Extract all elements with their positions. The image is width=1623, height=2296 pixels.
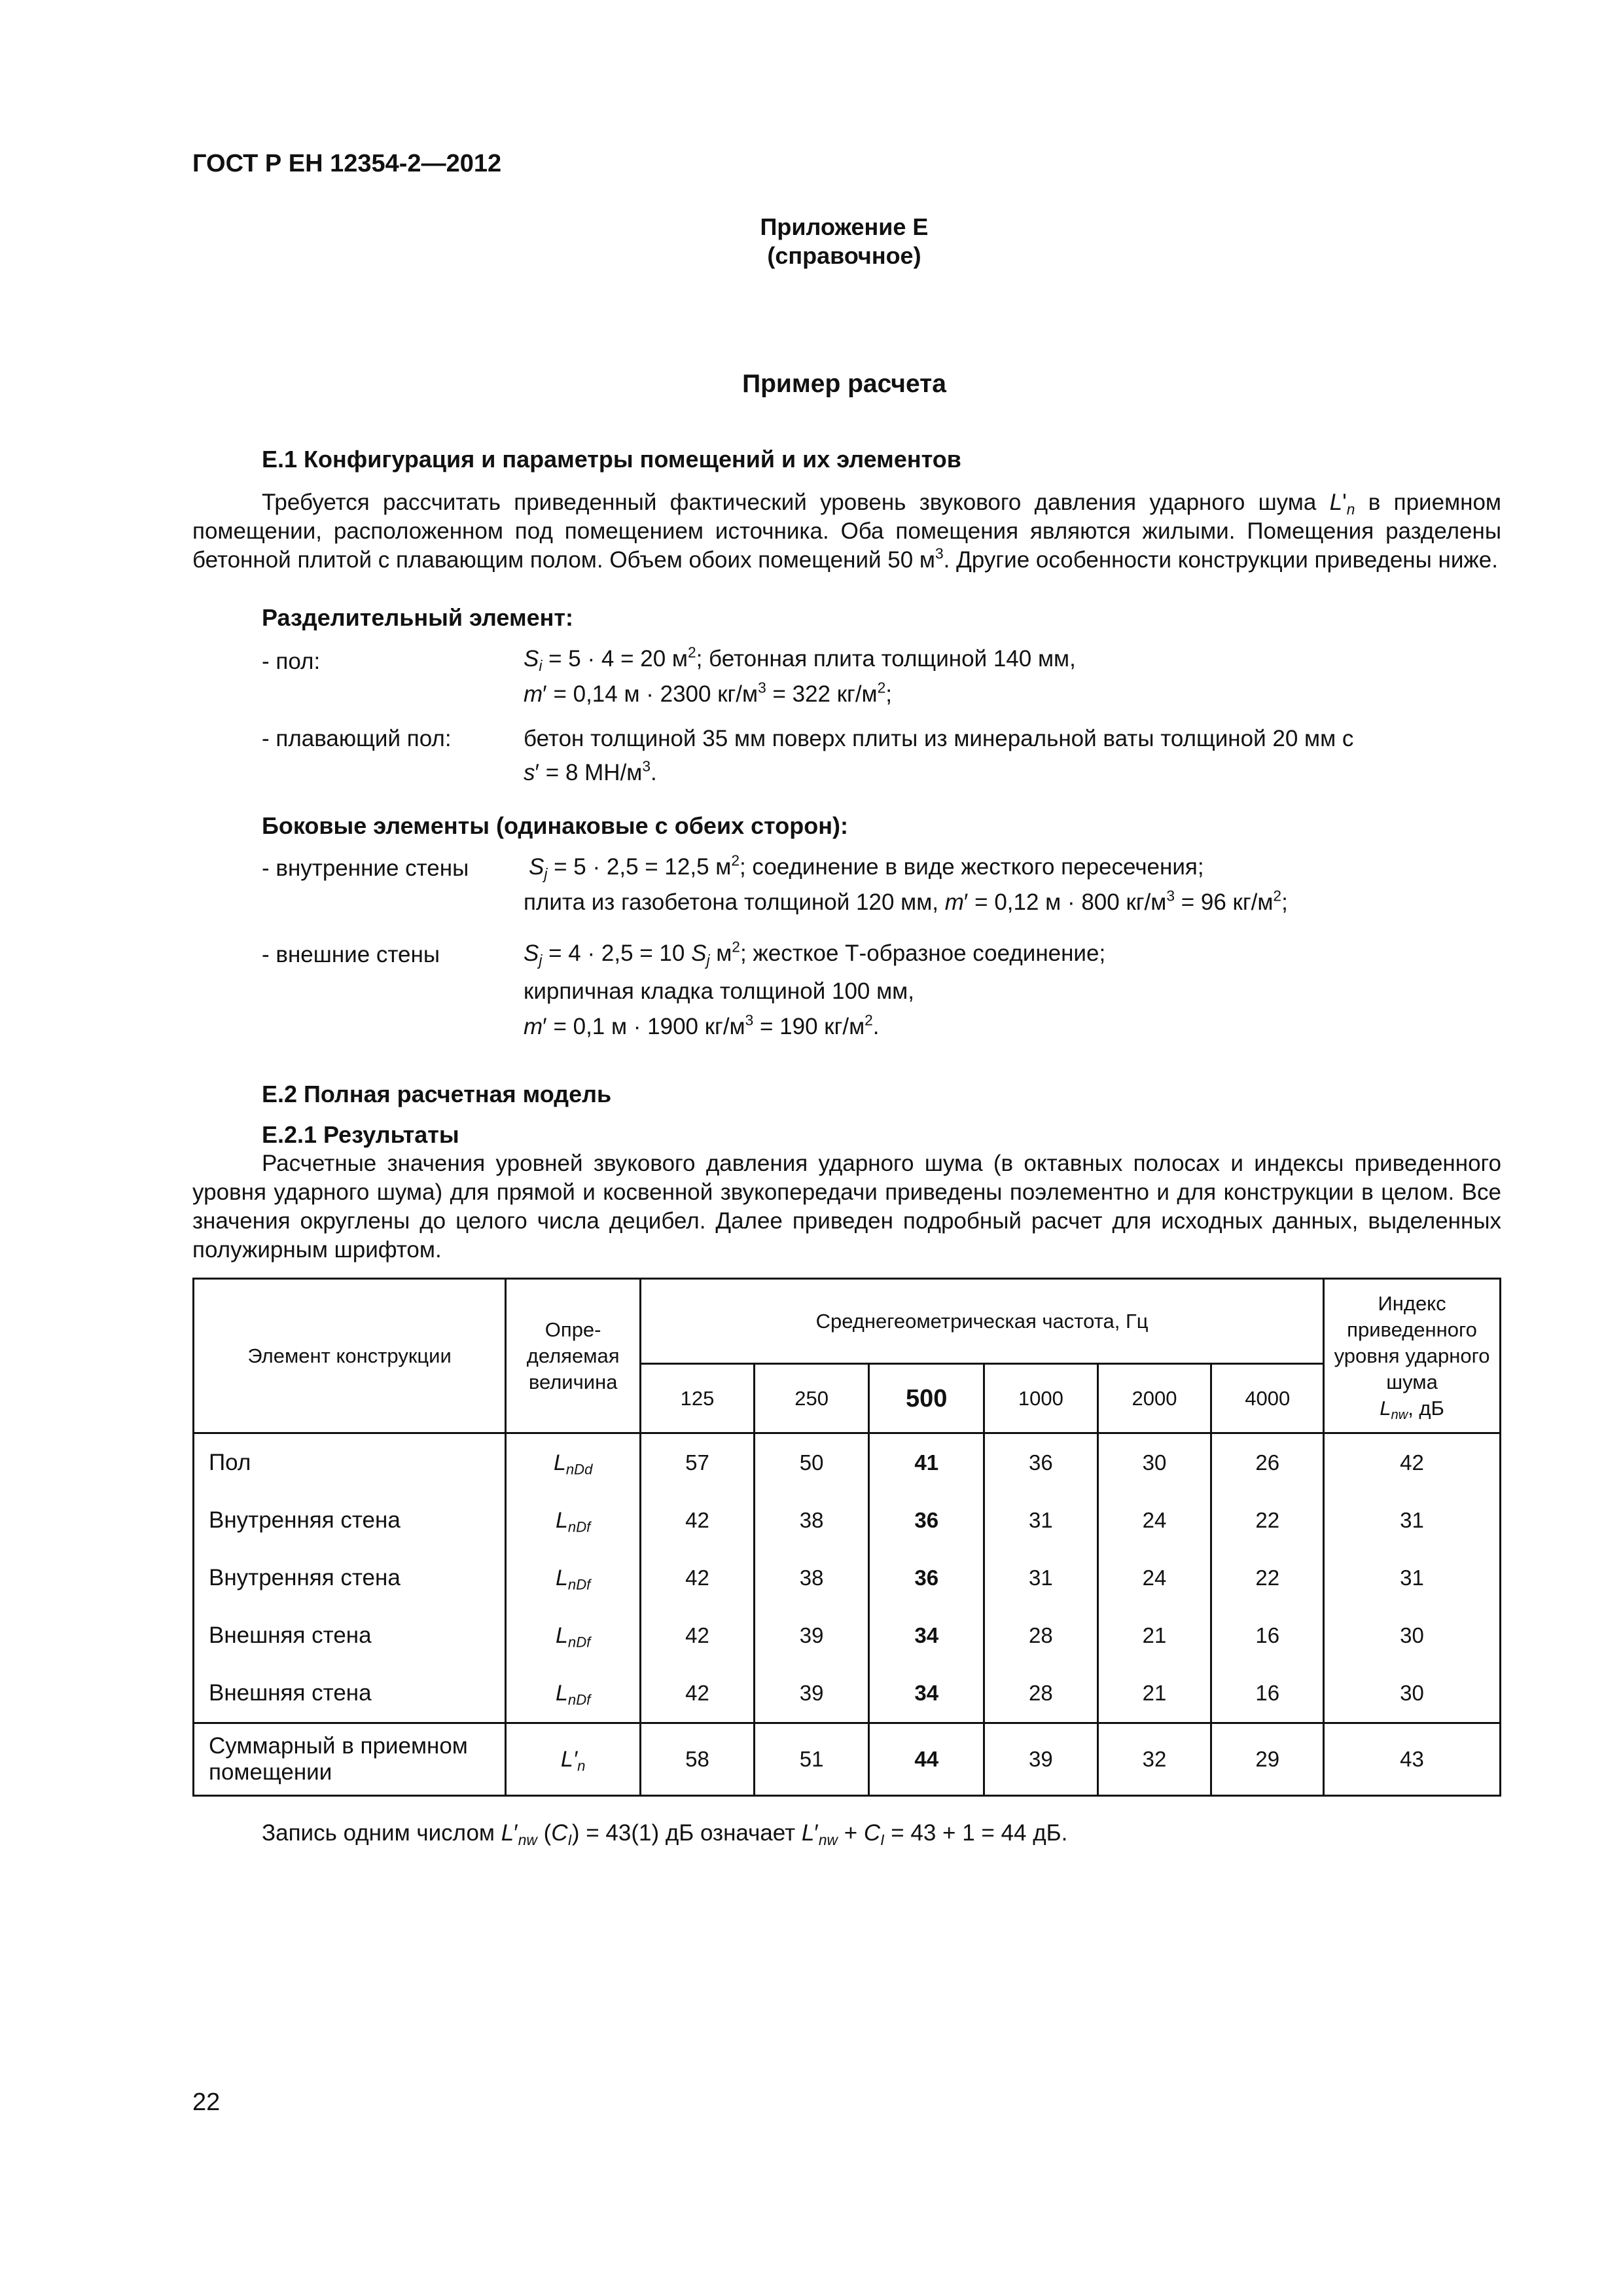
total-value: 39 — [984, 1723, 1098, 1796]
row-value: 21 — [1097, 1664, 1211, 1723]
floating-floor-line-2: s′ = 8 $МН/м^3$. — [524, 757, 657, 785]
row-value: 26 — [1211, 1433, 1324, 1492]
row-value: 38 — [754, 1492, 869, 1549]
row-index: 30 — [1324, 1607, 1501, 1664]
header-index: Индекс приведенного уровня ударного шума $L_{nw}$, дБ — [1324, 1279, 1501, 1433]
floating-floor-label: - плавающий пол: — [262, 726, 452, 751]
e1-heading: Е.1 Конфигурация и параметры помещений и их элементов — [262, 446, 961, 473]
row-quantity: $L_{nDf}$ — [506, 1664, 641, 1723]
total-element: Суммарный в приемном помещении — [194, 1723, 506, 1796]
table-row — [194, 1492, 1501, 1549]
freq-2000: 2000 — [1097, 1364, 1211, 1433]
inner-walls-label: - внутренние стены — [262, 855, 469, 881]
table-row — [194, 1433, 1501, 1492]
table-row — [194, 1664, 1501, 1723]
floor-line-2: m′ = 0,14 м · 2300 $кг/м^3 = 322$ $кг/м^2$; — [524, 679, 892, 707]
row-quantity: $L_{nDf}$ — [506, 1607, 641, 1664]
row-quantity: $L_{nDf}$ — [506, 1549, 641, 1607]
row-element: Внешняя стена — [194, 1607, 506, 1664]
total-value: 58 — [641, 1723, 755, 1796]
row-value: 42 — [641, 1492, 755, 1549]
e2-paragraph: Расчетные значения уровней звукового давления ударного шума (в октавных полосах и индексы приведенного уровня ударного шума) для прямой и косвенной звукопередачи приведены поэлементно и для конструкции в целом. Все значения округлены до целого числа децибел. Далее приведен подробный расчет для исходных данных, выделенных полужирным шрифтом. — [192, 1151, 1501, 1263]
total-row — [194, 1723, 1501, 1796]
freq-4000: 4000 — [1211, 1364, 1324, 1433]
row-value: 39 — [754, 1664, 869, 1723]
row-element: Внутренняя стена — [194, 1549, 506, 1607]
outer-walls-label: - внешние стены — [262, 942, 440, 967]
row-value: 34 — [869, 1607, 984, 1664]
row-element: Внешняя стена — [194, 1664, 506, 1723]
freq-250: 250 — [754, 1364, 869, 1433]
e2-1-heading: Е.2.1 Результаты — [262, 1121, 459, 1148]
total-index: 43 — [1324, 1723, 1501, 1796]
freq-125: 125 — [641, 1364, 755, 1433]
freq-1000: 1000 — [984, 1364, 1098, 1433]
flanking-elements-heading: Боковые элементы (одинаковые с обеих сторон): — [262, 812, 848, 839]
row-value: 21 — [1097, 1607, 1211, 1664]
total-value: 51 — [754, 1723, 869, 1796]
row-value: 28 — [984, 1607, 1098, 1664]
row-value: 30 — [1097, 1433, 1211, 1492]
row-index: 31 — [1324, 1492, 1501, 1549]
total-quantity: $L'_n$ — [506, 1723, 641, 1796]
floor-label: - пол: — [262, 649, 321, 674]
row-value: 42 — [641, 1549, 755, 1607]
floating-floor-line-1: бетон толщиной 35 мм поверх плиты из минеральной ваты толщиной 20 мм с — [524, 726, 1354, 751]
inner-walls-line-2: плита из газобетона толщиной 120 мм, m′ = 0,12 м · 800 $кг/м^3 = 96$ $кг/м^2$; — [524, 887, 1288, 915]
row-index: 31 — [1324, 1549, 1501, 1607]
row-quantity: $L_{nDf}$ — [506, 1492, 641, 1549]
e2-heading: Е.2 Полная расчетная модель — [262, 1081, 612, 1107]
row-value: 39 — [754, 1607, 869, 1664]
row-value: 24 — [1097, 1492, 1211, 1549]
annex-title: Приложение Е — [760, 213, 929, 240]
outer-walls-line-1: $S_j = 4 \cdot 2,5 = 10$ $S_j$ $м^2$; жесткое Т-образное соединение; — [524, 938, 1106, 969]
annex-subtitle: (справочное) — [767, 242, 921, 269]
separating-element-heading: Разделительный элемент: — [262, 604, 573, 631]
row-value: 42 — [641, 1607, 755, 1664]
row-value: 41 — [869, 1433, 984, 1492]
row-value: 36 — [984, 1433, 1098, 1492]
row-value: 50 — [754, 1433, 869, 1492]
row-value: 22 — [1211, 1549, 1324, 1607]
row-value: 34 — [869, 1664, 984, 1723]
table-row — [194, 1607, 1501, 1664]
header-frequency: Среднегеометрическая частота, Гц — [641, 1279, 1324, 1364]
total-value: 32 — [1097, 1723, 1211, 1796]
total-value: 29 — [1211, 1723, 1324, 1796]
section-title: Пример расчета — [742, 370, 946, 398]
row-value: 38 — [754, 1549, 869, 1607]
row-value: 57 — [641, 1433, 755, 1492]
header-element: Элемент конструкции — [194, 1279, 506, 1433]
outer-walls-line-3: m′ = 0,1 м · 1900 $кг/м^3 = 190$ $кг/м^2$. — [524, 1011, 880, 1039]
page-number: 22 — [192, 2089, 221, 2116]
floor-line-1: $S_i = 5 \cdot 4 = 20$ $м^2$; бетонная плита толщиной 140 мм, — [524, 643, 1076, 674]
row-value: 36 — [869, 1492, 984, 1549]
row-index: 42 — [1324, 1433, 1501, 1492]
row-value: 16 — [1211, 1607, 1324, 1664]
single-number-note: Запись одним числом $L'_{nw}$ $(C_I) = 43(1)$ дБ означает $L'_{nw} + C_I = 43 + 1 = 44$ дБ. — [262, 1820, 1068, 1848]
row-value: 31 — [984, 1492, 1098, 1549]
row-value: 28 — [984, 1664, 1098, 1723]
total-value: 44 — [869, 1723, 984, 1796]
e1-paragraph: Требуется рассчитать приведенный фактический уровень звукового давления ударного шума $L'_n$ в приемном помещении, расположенном под помещением источника. Оба помещения являются жилыми. Помещения разделены бетонной плитой с плавающим полом. Объем обоих помещений 50 $м^3$. Другие особенности конструкции приведены ниже. — [192, 490, 1501, 573]
row-element: Пол — [194, 1433, 506, 1492]
results-table — [192, 1278, 1501, 1797]
header-quantity: Опре-деляемая величина — [506, 1279, 641, 1433]
row-index: 30 — [1324, 1664, 1501, 1723]
inner-walls-line-1: $S_j = 5 \cdot 2,5 = 12,5$ $м^2$; соединение в виде жесткого пересечения; — [529, 852, 1204, 882]
row-value: 31 — [984, 1549, 1098, 1607]
row-quantity: $L_{nDd}$ — [506, 1433, 641, 1492]
table-row — [194, 1549, 1501, 1607]
row-value: 16 — [1211, 1664, 1324, 1723]
freq-500: 500 — [869, 1364, 984, 1433]
row-value: 42 — [641, 1664, 755, 1723]
row-value: 22 — [1211, 1492, 1324, 1549]
outer-walls-line-2: кирпичная кладка толщиной 100 мм, — [524, 978, 914, 1004]
row-value: 36 — [869, 1549, 984, 1607]
row-value: 24 — [1097, 1549, 1211, 1607]
row-element: Внутренняя стена — [194, 1492, 506, 1549]
document-code: ГОСТ Р ЕН 12354-2—2012 — [192, 150, 502, 177]
